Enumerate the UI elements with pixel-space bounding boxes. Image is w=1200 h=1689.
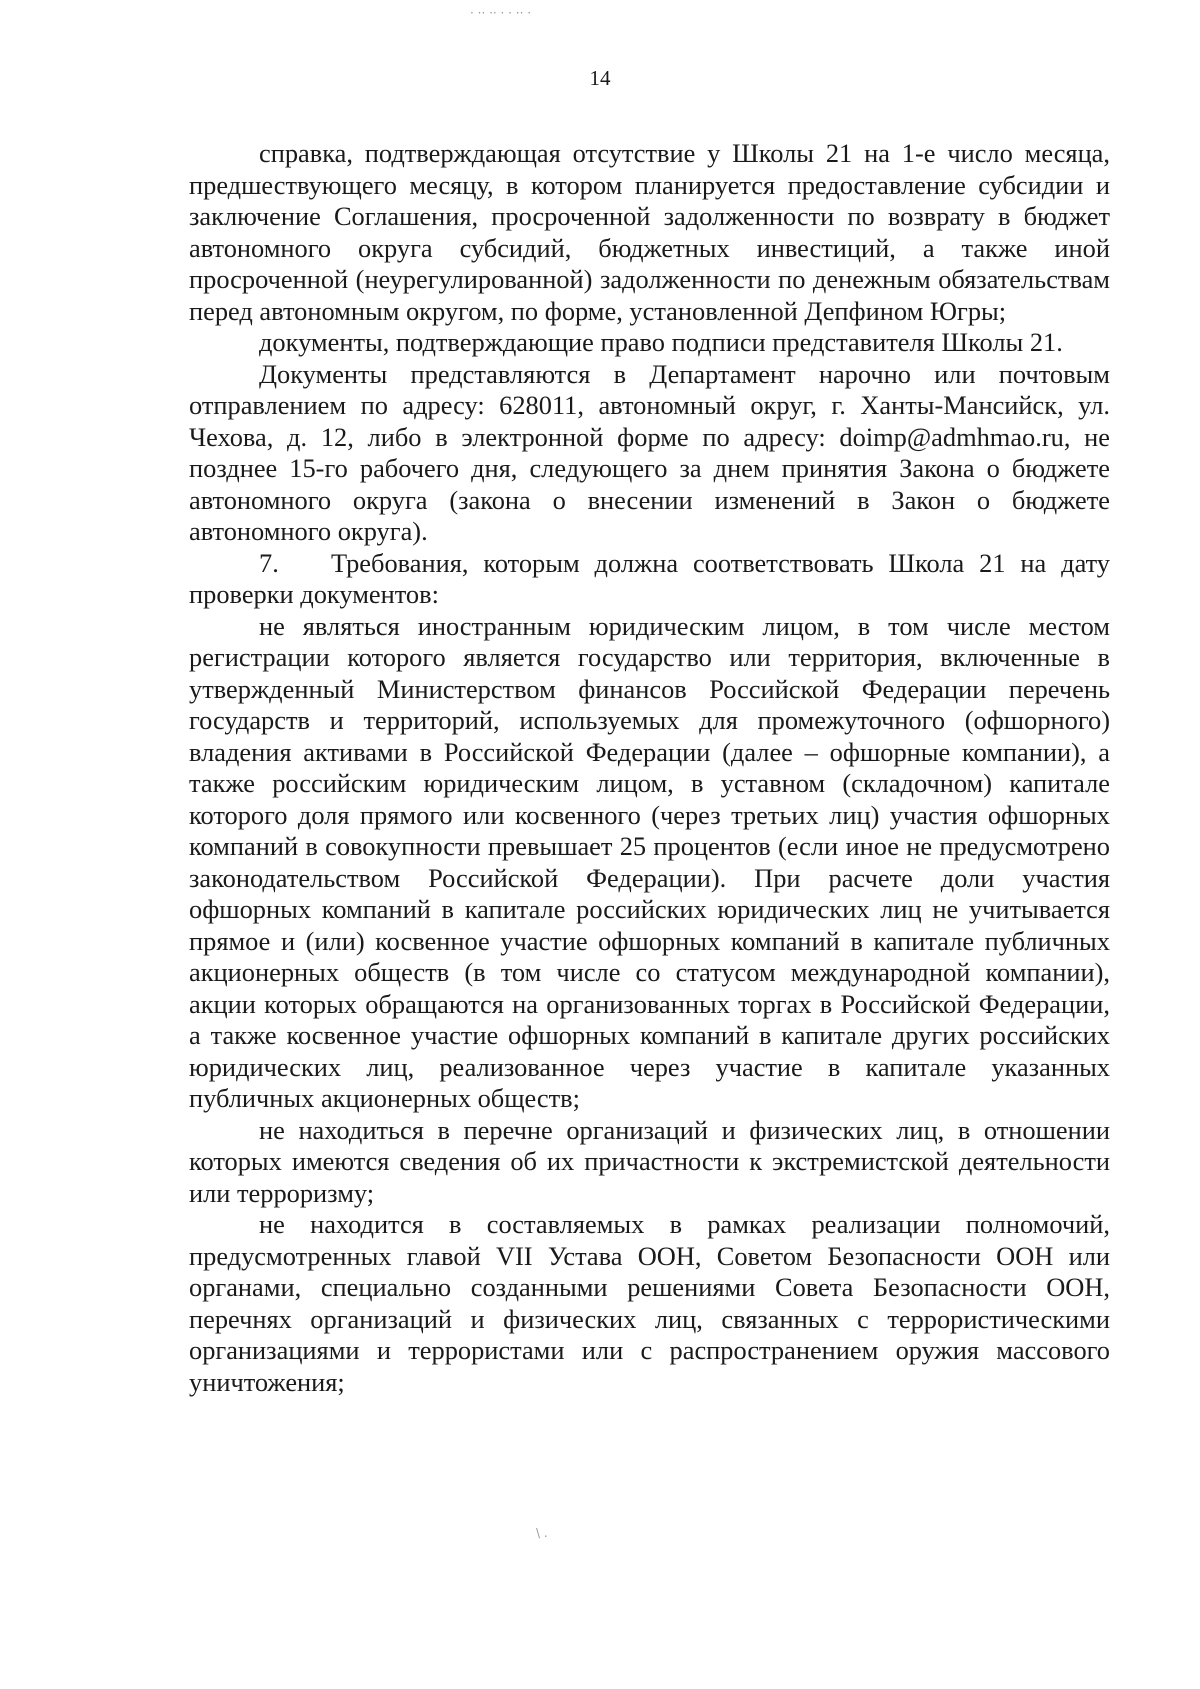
requirement-offshore: не являться иностранным юридическим лицом, в том числе местом регистрации которого является государство или территория, включенные в утвержденный Министерством финансов Российской Федерации перечень государств и территорий, используемых для промежуточного (офшорного) владения активами в Российской Федерации (далее – офшорные компании), а также российским юридическим лицом, в уставном (складочном) капитале которого доля прямого или косвенного (через третьих лиц) участия офшорных компаний в совокупности превышает 25 процентов (если иное не предусмотрено законодательством Российской Федерации). При расчете доли участия офшорных компаний в капитале российских юридических лиц не учитывается прямое и (или) косвенное участие офшорных компаний в капитале публичных акционерных обществ (в том числе со статусом международной компании), акции которых обращаются на организованных торгах в Российской Федерации, а также косвенное участие офшорных компаний в капитале других российских юридических лиц, реализованное через участие в капитале указанных публичных акционерных обществ;: [189, 610, 1110, 1113]
section-7-text: Требования, которым должна соответствовать Школа 21 на дату проверки документов:: [189, 547, 1110, 609]
paragraph-submission: Документы представляются в Департамент нарочно или почтовым отправлением по адресу: 628011, автономный округ, г. Ханты-Мансийск, ул. Чехова, д. 12, либо в электронной форме по адресу: doimp@admhmao.ru, не позднее 15-го рабочего дня, следующего за днем принятия Закона о бюджете автономного округа (закона о внесении изменений в Закон о бюджете автономного округа).: [189, 358, 1110, 546]
section-number: 7.: [259, 547, 279, 578]
page-number: 14: [589, 66, 611, 90]
scan-artifact-top: · ·· ·· · · ·· ·: [470, 6, 532, 20]
requirement-un-list: не находится в составляемых в рамках реализации полномочий, предусмотренных главой VII Устава ООН, Советом Безопасности ООН или органами, специально созданными решениями Совета Безопасности ООН, перечнях организаций и физических лиц, связанных с террористическими организациями и террористами или с распространением оружия массового уничтожения;: [189, 1209, 1110, 1397]
requirement-extremism-list: не находиться в перечне организаций и физических лиц, в отношении которых имеются сведения об их причастности к экстремистской деятельности или терроризму;: [189, 1114, 1110, 1208]
scan-artifact-bottom: \ .: [536, 1526, 548, 1540]
paragraph-certificate: справка, подтверждающая отсутствие у Школы 21 на 1-е число месяца, предшествующего месяцу, в котором планируется предоставление субсидии и заключение Соглашения, просроченной задолженности по возврату в бюджет автономного округа субсидий, бюджетных инвестиций, а также иной просроченной (неурегулированной) задолженности по денежным обязательствам перед автономным округом, по форме, установленной Депфином Югры;: [189, 138, 1110, 326]
document-body: [189, 138, 1110, 1398]
section-7-heading: [189, 548, 1110, 611]
paragraph-signature-documents: документы, подтверждающие право подписи представителя Школы 21.: [259, 327, 1063, 357]
